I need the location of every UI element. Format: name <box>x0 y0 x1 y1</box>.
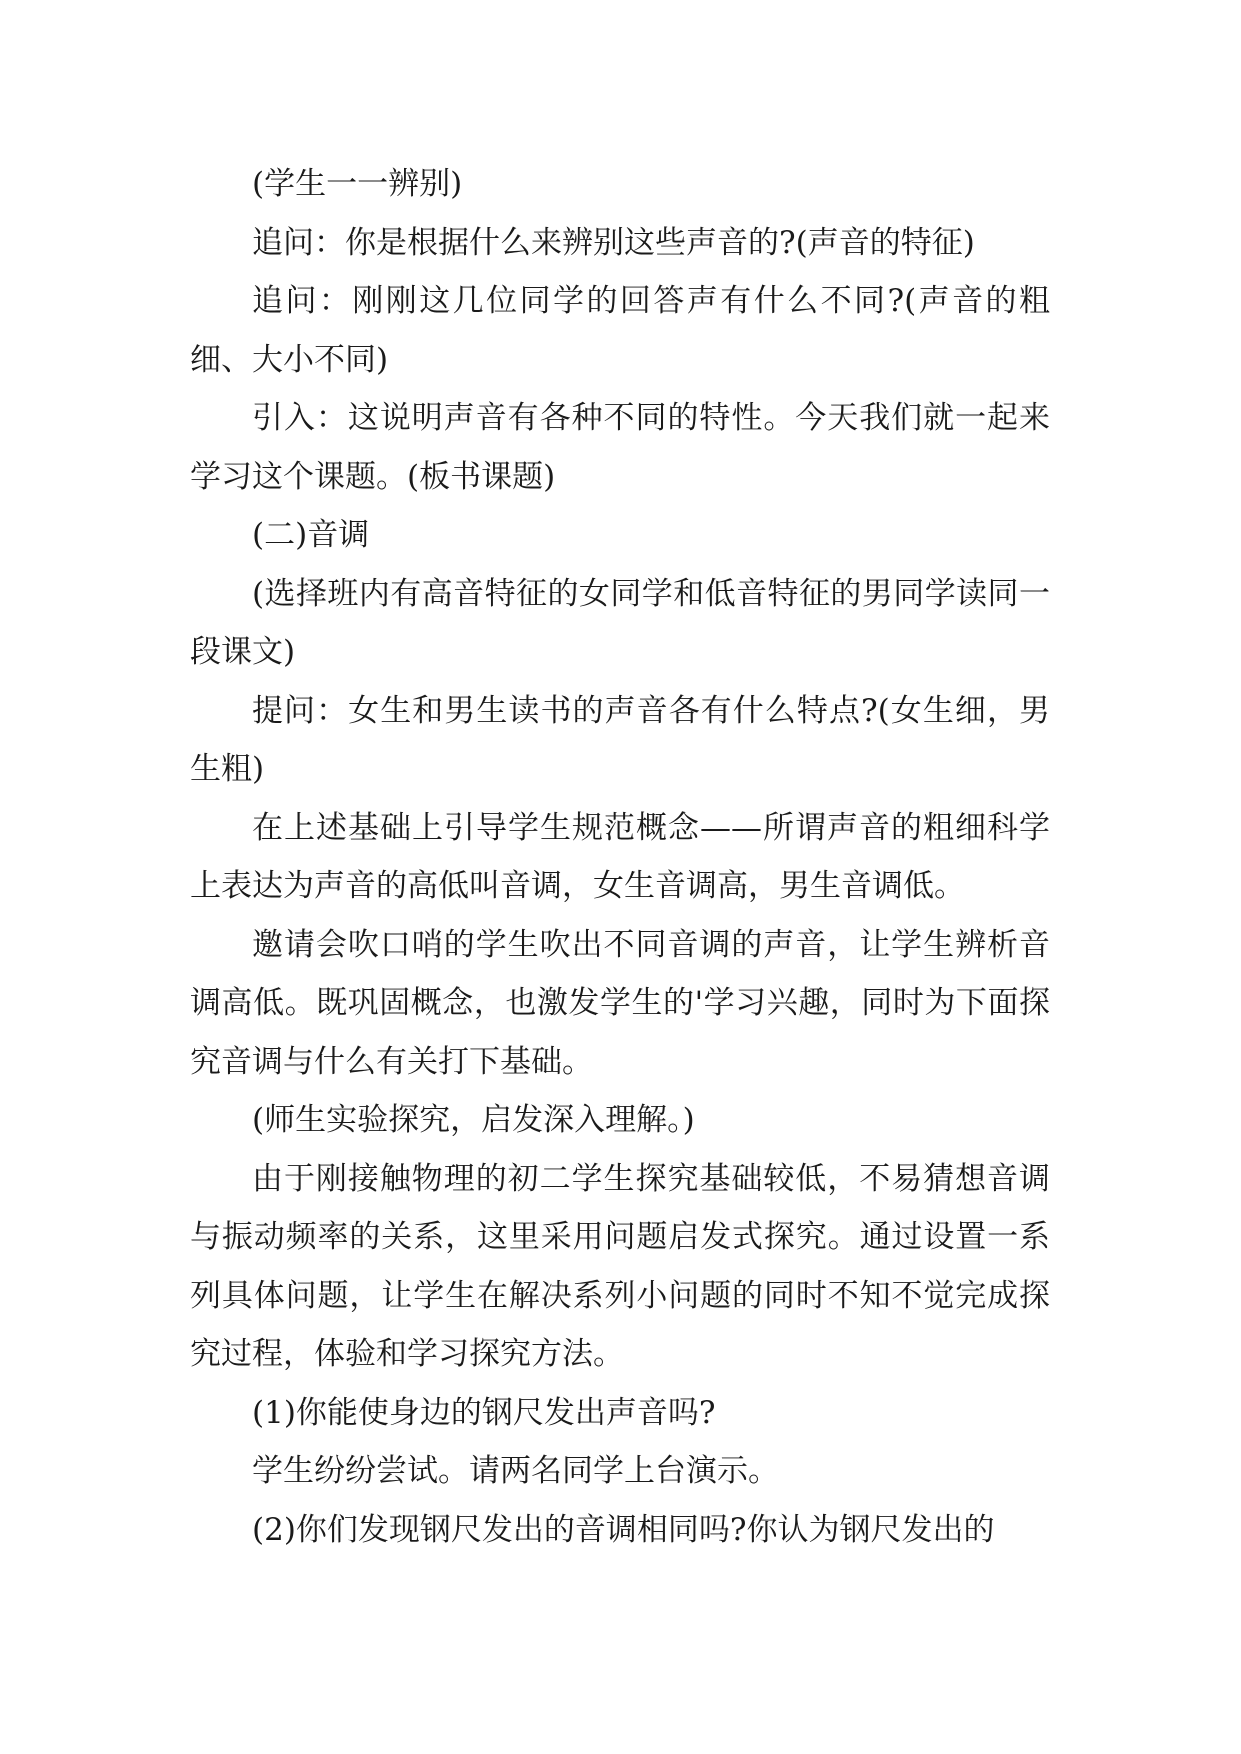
paragraph: 引入：这说明声音有各种不同的特性。今天我们就一起来学习这个课题。(板书课题) <box>190 400 1050 495</box>
section-heading: (二)音调 <box>252 517 370 553</box>
paragraph: 邀请会吹口哨的学生吹出不同音调的声音，让学生辨析音调高低。既巩固概念，也激发学生的'学习兴趣，同时为下面探究音调与什么有关打下基础。 <box>190 926 1050 1080</box>
paragraph: 追问：你是根据什么来辨别这些声音的?(声音的特征) <box>252 224 975 261</box>
paragraph: 提问：女生和男生读书的声音各有什么特点?(女生细，男生粗) <box>190 692 1050 787</box>
paragraph: (师生实验探究，启发深入理解。) <box>252 1102 695 1138</box>
document-body <box>190 155 1050 1559</box>
paragraph: (学生一一辨别) <box>252 166 463 202</box>
paragraph: 在上述基础上引导学生规范概念——所谓声音的粗细科学上表达为声音的高低叫音调，女生音调高，男生音调低。 <box>190 809 1050 904</box>
paragraph: (1)你能使身边的钢尺发出声音吗? <box>252 1394 716 1431</box>
paragraph: 追问：刚刚这几位同学的回答声有什么不同?(声音的粗细、大小不同) <box>190 283 1050 378</box>
paragraph: 由于刚接触物理的初二学生探究基础较低，不易猜想音调与振动频率的关系，这里采用问题启发式探究。通过设置一系列具体问题，让学生在解决系列小问题的同时不知不觉完成探究过程，体验和学习探究方法。 <box>190 1160 1050 1372</box>
paragraph: 学生纷纷尝试。请两名同学上台演示。 <box>252 1453 779 1489</box>
paragraph: (2)你们发现钢尺发出的音调相同吗?你认为钢尺发出的 <box>252 1511 995 1548</box>
paragraph: (选择班内有高音特征的女同学和低音特征的男同学读同一段课文) <box>190 575 1050 670</box>
